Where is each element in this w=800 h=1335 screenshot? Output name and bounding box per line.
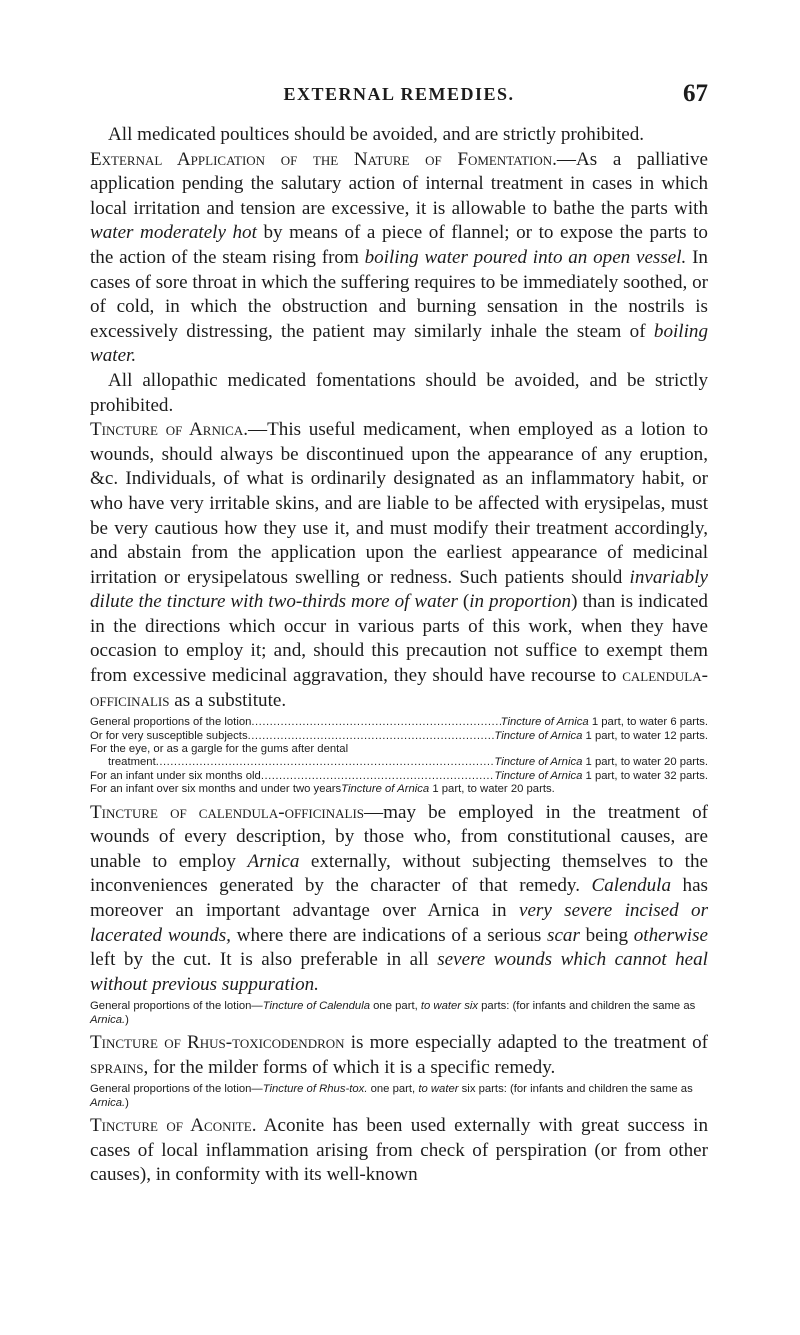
row-label: Or for very susceptible subjects <box>90 729 248 742</box>
table-row <box>90 743 708 756</box>
remedy-name: Tincture of Arnica <box>494 756 583 769</box>
row-value <box>494 756 708 769</box>
row-value <box>501 716 708 729</box>
leader-dots <box>251 716 500 729</box>
text-run: one part, <box>370 1000 421 1013</box>
text-run: parts: (for infants and children the same as <box>478 1000 696 1013</box>
italic-run: to water six <box>420 1000 479 1013</box>
remedy-name: Tincture of Arnica <box>500 716 589 729</box>
text-run: has moreover an important advantage over Arnica in <box>90 875 708 922</box>
proportion: 1 part, to water 20 parts. <box>429 783 555 796</box>
italic-run: Arnica <box>247 850 300 872</box>
section-heading: Tincture of Rhus-toxicodendron <box>90 1032 345 1054</box>
table-row <box>90 783 708 796</box>
italic-run: Tincture of Calendula <box>262 1000 370 1013</box>
text-run: —This useful medicament, when employed as a lotion to wounds, should always be discontinued upon the appearance of any eruption, &c. Individuals, of what is ordinarily designated as an inflammatory habit, or who have very irritable skins, and are liable to be affected with erysipelas, must be very cautious how they use it, and must modify their treatment accordingly, and abstain from the application upon the earliest appearance of medicinal irritation or erysipelatous swelling or redness. Such patients should <box>90 419 708 588</box>
text-run: left by the cut. It is also preferable in all <box>90 949 438 971</box>
italic-run: boiling water poured into an open vessel. <box>364 246 687 268</box>
italic-run: very severe incised or lacerated wounds, <box>90 900 708 946</box>
text-run: one part, <box>367 1083 419 1096</box>
remedy-name: Tincture of Arnica <box>494 729 583 742</box>
paragraph-rhus-tox <box>90 1031 708 1080</box>
table-row <box>90 730 708 743</box>
running-title: EXTERNAL REMEDIES. <box>283 84 515 104</box>
proportion: 1 part, to water 20 parts. <box>582 756 708 769</box>
table-row <box>90 756 708 769</box>
text-run: externally, without subjecting themselves to the inconveniences generated by the character of that remedy. <box>90 850 708 897</box>
small-caps-run: calendula-officinalis <box>90 665 708 711</box>
leader-dots <box>248 730 495 743</box>
leader-dots <box>261 770 495 783</box>
text-run: ) <box>125 1096 129 1109</box>
text-run: six parts: (for infants and children the same as <box>458 1083 693 1096</box>
paragraph-allopathic <box>90 369 708 418</box>
row-label: For an infant under six months old <box>90 769 261 782</box>
text-run: In cases of sore throat in which the suffering requires to be immediately soothed, or of cold, in which the obstruction and burning sensation in the nostrils is excessively distressing, the patient may similarly inhale the steam of <box>90 246 708 342</box>
row-label: For the eye, or as a gargle for the gums after dental <box>90 743 349 756</box>
row-value <box>341 783 555 796</box>
body-text <box>90 123 708 1188</box>
text-run: is more especially adapted to the treatment of <box>344 1032 709 1054</box>
text-run: —As a palliative application pending the salutary action of internal treatment in cases in which local irritation and tension are excessive, it is allowable to bathe the parts with <box>90 148 708 219</box>
text-run: as a substitute. <box>169 689 287 711</box>
italic-run: Calendula <box>591 875 672 897</box>
section-heading: Tincture of calendula-officinalis <box>90 801 365 823</box>
rhus-tox-proportions-note <box>90 1083 708 1110</box>
italic-run: in proportion <box>469 591 572 613</box>
italic-run: water moderately hot <box>90 222 257 244</box>
row-value <box>494 770 708 783</box>
text-run: , for the milder forms of which it is a specific remedy. <box>143 1056 556 1078</box>
text-run: General proportions of the lotion— <box>90 1083 263 1096</box>
remedy-name: Tincture of Arnica <box>341 783 430 796</box>
remedy-name: Tincture of Arnica <box>494 769 583 782</box>
page-number: 67 <box>683 80 708 107</box>
italic-run: scar <box>547 924 580 946</box>
small-caps-run: sprains <box>90 1056 144 1078</box>
text-run: where there are indications of a serious <box>230 924 548 946</box>
paragraph-fomentation <box>90 148 708 369</box>
text-run: —may be employed in the treatment of wounds of every description, by those who, from constitutional causes, are unable to employ <box>90 801 708 872</box>
row-value <box>494 730 708 743</box>
italic-run: Arnica. <box>90 1096 126 1109</box>
paragraph-arnica <box>90 418 708 713</box>
text-run: ) <box>125 1013 129 1026</box>
section-heading: Tincture of Aconite. <box>90 1115 257 1137</box>
row-label: treatment <box>108 756 156 769</box>
text-run: ( <box>457 591 470 613</box>
page-header <box>90 80 708 108</box>
proportion: 1 part, to water 6 parts. <box>588 716 708 729</box>
text-run: being <box>579 924 634 946</box>
italic-run: to water <box>418 1083 459 1096</box>
italic-run: Tincture of Rhus-tox. <box>262 1083 368 1096</box>
row-label: General proportions of the lotion <box>90 716 252 729</box>
italic-run: otherwise <box>633 924 708 946</box>
section-heading: External Application of the Nature of Fomentation. <box>90 148 557 170</box>
paragraph-poultices <box>90 123 708 148</box>
paragraph-text: All medicated poultices should be avoided, and are strictly prohibited. <box>108 124 645 145</box>
italic-run: Arnica. <box>90 1013 126 1026</box>
table-row <box>90 716 708 729</box>
text-run: General proportions of the lotion— <box>90 1000 263 1013</box>
text-run: ) than is indicated in the directions which occur in various parts of this work, when they have occasion to employ it; and, should this precaution not suffice to exempt them from excessive medicinal aggravation, they should have recourse to <box>90 591 708 687</box>
proportion: 1 part, to water 32 parts. <box>582 769 708 782</box>
italic-run: boiling water. <box>90 320 708 367</box>
calendula-proportions-note <box>90 1000 708 1027</box>
paragraph-text: All allopathic medicated fomentations should be avoided, and be strictly prohibited. <box>90 369 708 416</box>
table-row <box>90 770 708 783</box>
section-heading: Tincture of Arnica. <box>90 419 249 441</box>
italic-run: severe wounds which cannot heal without previous suppuration. <box>90 949 708 995</box>
arnica-proportions-table <box>90 716 708 796</box>
paragraph-calendula <box>90 801 708 998</box>
italic-run: invariably dilute the tincture with two-thirds more of water <box>90 566 708 613</box>
text-run: by means of a piece of flannel; or to expose the parts to the action of the steam rising from <box>90 222 708 268</box>
proportion: 1 part, to water 12 parts. <box>582 729 708 742</box>
row-label: For an infant over six months and under two years <box>90 783 342 796</box>
text-run: Aconite has been used externally with great success in cases of local inflammation arising from check of perspiration (or from other causes), in conformity with its well-known <box>90 1115 708 1186</box>
leader-dots <box>156 756 495 769</box>
paragraph-aconite <box>90 1114 708 1188</box>
